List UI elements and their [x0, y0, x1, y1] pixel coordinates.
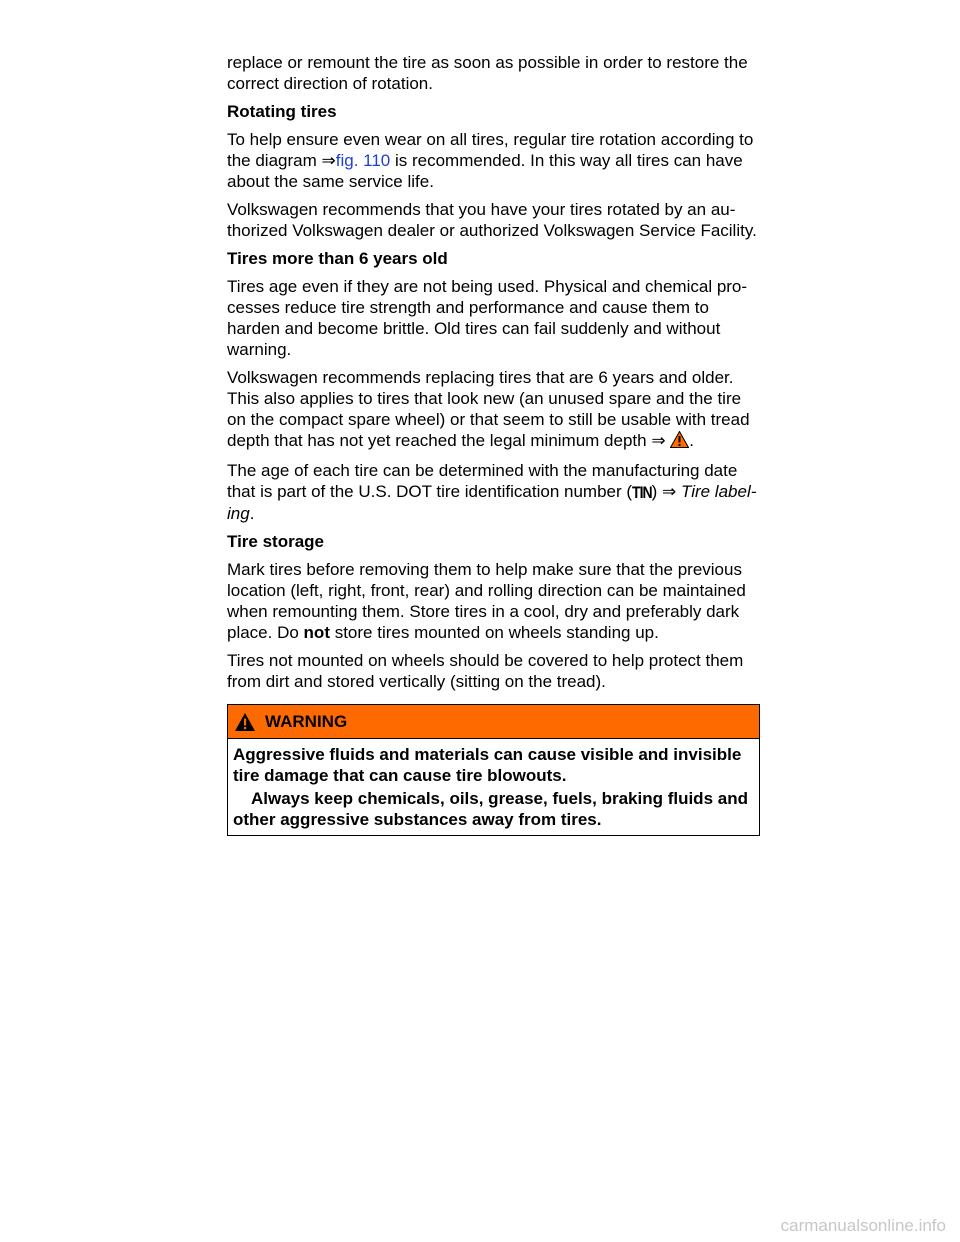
heading-rotating-tires: Rotating tires: [227, 102, 337, 121]
rotating-text-a: To help ensure even wear on all tires, regular tire rotation according to the diagram ⇒: [227, 130, 754, 170]
intro-paragraph: [227, 52, 761, 94]
old-tires-paragraph-3: [227, 460, 761, 524]
storage-paragraph-1: [227, 559, 761, 643]
manual-page-content: [227, 52, 761, 699]
old-tires-p3-text: The age of each tire can be determined with the manufacturing date that is part of the U.S. DOT tire identification number (: [227, 461, 738, 501]
old-tires-paragraph-2: [227, 367, 761, 453]
intro-line-2: correct direction of rotation.: [227, 74, 433, 93]
fig-110-link[interactable]: fig. 110: [335, 151, 391, 170]
warning-title: WARNING: [265, 711, 348, 731]
warning-triangle-icon[interactable]: [670, 431, 689, 453]
warning-box: [227, 704, 760, 836]
storage-p1-end: store tires mounted on wheels standing up.: [329, 623, 659, 642]
storage-p1-text: Mark tires before removing them to help make sure that the previous location (left, right, front, rear) and rolling direction can be maintained when remounting them. Store tires in a cool, dry and preferably dark place. Do: [227, 560, 746, 642]
warning-item-text: Always keep chemicals, oils, grease, fuels, braking fluids and other aggressive substances away from tires.: [233, 789, 748, 829]
warning-triangle-icon: [234, 712, 256, 732]
old-tires-p2-end: .: [689, 431, 695, 450]
tin-icon: TIN: [632, 482, 652, 502]
storage-p1-bold: not: [303, 623, 330, 642]
old-tires-p3-end: .: [249, 504, 255, 523]
rotating-paragraph-1: [227, 129, 761, 192]
site-watermark: carmanualsonline.info: [780, 1216, 946, 1235]
warning-header: [228, 705, 759, 739]
old-tires-paragraph-1: Tires age even if they are not being used. Physical and chemical processes reduce tire strength and performance and cause them to harden and become brittle. Old tires can fail suddenly and without warning.: [227, 277, 748, 359]
rotating-paragraph-2: Volkswagen recommends that you have your tires rotated by an authorized Volkswagen dealer or authorized Volkswagen Service Facility.: [227, 200, 757, 240]
warning-body: [228, 739, 759, 835]
intro-line-1: replace or remount the tire as soon as possible in order to restore the: [227, 53, 748, 72]
old-tires-p2-text: Volkswagen recommends replacing tires that are 6 years and older. This also applies to tires that look new (an unused spare and the tire on the compact spare wheel) or that seem to still be usable with tread depth that has not yet reached the legal minimum depth ⇒: [227, 368, 750, 450]
warning-item: [233, 788, 754, 830]
warning-lead: Aggressive fluids and materials can cause visible and invisible tire damage that can cause tire blowouts.: [233, 745, 742, 785]
heading-tire-storage: Tire storage: [227, 532, 325, 551]
heading-old-tires: Tires more than 6 years old: [227, 249, 448, 268]
rotating-text-b: is recommended. In this way all tires can have about the same service life.: [227, 151, 743, 191]
old-tires-p3-arrow: ) ⇒: [651, 482, 681, 501]
storage-paragraph-2: Tires not mounted on wheels should be covered to help protect them from dirt and stored vertically (sitting on the tread).: [227, 651, 744, 691]
tire-labeling-link[interactable]: Tire labeling: [227, 482, 757, 523]
